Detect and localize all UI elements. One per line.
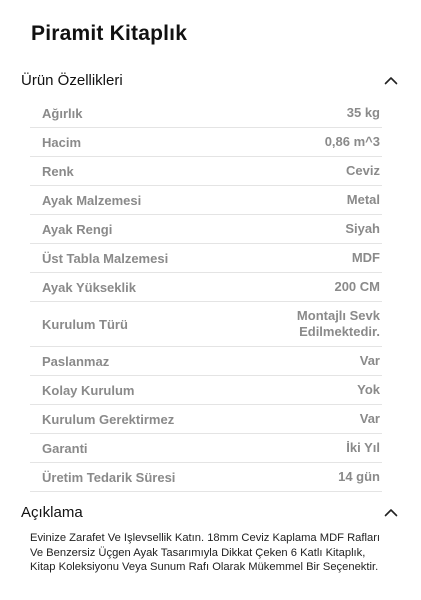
feature-label: Renk (42, 163, 74, 179)
feature-label: Hacim (42, 134, 82, 150)
feature-row-agirlik (30, 99, 382, 128)
features-section-header[interactable] (21, 68, 399, 92)
feature-row-kurulum-turu (30, 302, 382, 347)
feature-row-ayak-rengi (30, 215, 382, 244)
feature-row-renk (30, 157, 382, 186)
feature-label: Kurulum Gerektirmez (42, 411, 175, 427)
feature-value: Montajlı Sevk Edilmektedir. (296, 308, 380, 339)
feature-label: Ağırlık (42, 105, 83, 121)
feature-label: Kurulum Türü (42, 316, 128, 332)
feature-row-kolay-kurulum (30, 376, 382, 405)
feature-label: Kolay Kurulum (42, 382, 135, 398)
feature-label: Paslanmaz (42, 353, 110, 369)
feature-row-paslanmaz (30, 347, 382, 376)
feature-label: Garanti (42, 440, 88, 456)
feature-label: Ayak Malzemesi (42, 192, 142, 208)
feature-value: Var (359, 353, 380, 368)
feature-value: Var (359, 411, 380, 426)
description-header-label: Açıklama (21, 503, 83, 521)
feature-value: Metal (346, 192, 380, 207)
chevron-up-icon[interactable] (383, 72, 399, 88)
feature-value: MDF (351, 250, 380, 265)
feature-row-uretim-tedarik-suresi (30, 463, 382, 492)
feature-value: 35 kg (346, 105, 380, 120)
feature-row-kurulum-gerektirmez (30, 405, 382, 434)
feature-value: 0,86 m^3 (324, 134, 380, 149)
feature-value: Ceviz (346, 163, 380, 178)
features-list (30, 99, 382, 492)
feature-row-ayak-malzemesi (30, 186, 382, 215)
chevron-up-icon[interactable] (383, 504, 399, 520)
feature-label: Üretim Tedarik Süresi (42, 469, 176, 485)
feature-row-ust-tabla-malzemesi (30, 244, 382, 273)
feature-value: Siyah (345, 221, 380, 236)
feature-label: Üst Tabla Malzemesi (42, 250, 169, 266)
feature-value: 200 CM (334, 279, 380, 294)
feature-row-garanti (30, 434, 382, 463)
feature-value: 14 gün (338, 469, 380, 484)
description-text: Evinize Zarafet Ve Işlevsellik Katın. 18mm Ceviz Kaplama MDF Rafları Ve Benzersiz Üçgen Ayak Tasarımıyla Dikkat Çeken 6 Katlı Kitaplık, Kitap Koleksiyonu Veya Sunum Rafı Olarak Mükemmel Bir Seçenektir. (30, 532, 381, 573)
features-header-label: Ürün Özellikleri (21, 71, 123, 89)
feature-label: Ayak Yükseklik (42, 279, 136, 295)
feature-value: Yok (357, 382, 380, 397)
feature-label: Ayak Rengi (42, 221, 113, 237)
feature-row-ayak-yukseklik (30, 273, 382, 302)
product-title: Piramit Kitaplık (31, 22, 188, 45)
description-section-header[interactable] (21, 500, 399, 524)
feature-row-hacim (30, 128, 382, 157)
feature-value: İki Yıl (346, 440, 380, 455)
